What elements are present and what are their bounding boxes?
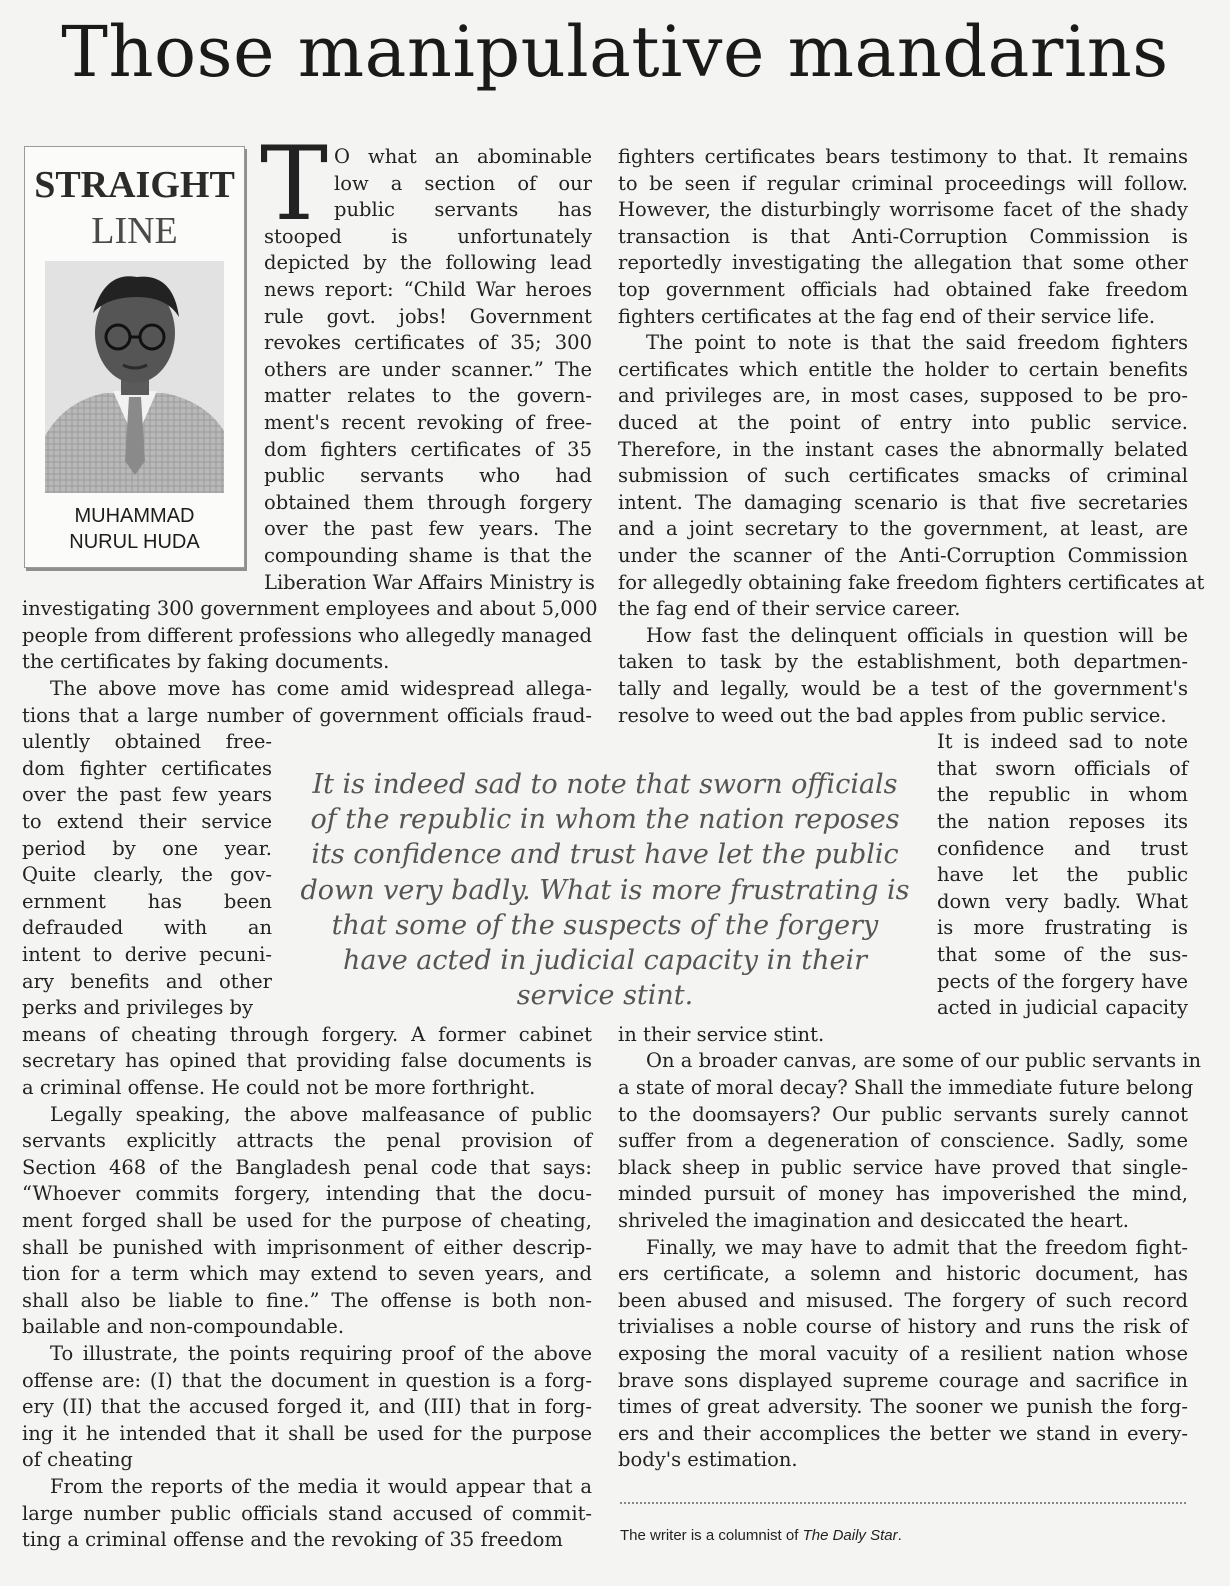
article-line: Liberation War Affairs Ministry is — [264, 570, 595, 594]
article-line: It is indeed sad to note — [937, 730, 1188, 754]
credit-prefix: The writer is a columnist of — [620, 1527, 803, 1544]
article-line: have let the public — [937, 863, 1188, 887]
article-line: Finally, we may have to admit that the freedom fight- — [646, 1235, 1188, 1259]
article-line: servants explicitly attracts the penal provision of — [22, 1129, 592, 1153]
writer-credit — [620, 1527, 902, 1544]
article-line: means of cheating through forgery. A former cabinet — [22, 1022, 592, 1046]
drop-cap: T — [260, 125, 329, 244]
article-line: news report: “Child War heroes — [264, 278, 592, 301]
article-line: On a broader canvas, are some of our public servants in — [646, 1049, 1202, 1073]
article-line: low a section of our — [334, 171, 592, 195]
article-line: From the reports of the media it would appear that a — [50, 1475, 592, 1498]
article-line: confidence and trust — [937, 836, 1188, 860]
article-line: certificates which entitle the holder to certain benefits — [618, 357, 1188, 381]
article-line: for allegedly obtaining fake freedom fighters certificates at — [618, 570, 1205, 594]
article-line: The above move has come amid widespread allega- — [50, 677, 592, 700]
column-title-line2: LINE — [91, 210, 178, 252]
article-line: defrauded with an — [22, 916, 272, 940]
article-line: to the doomsayers? Our public servants surely cannot — [618, 1102, 1188, 1126]
article-line: dom fighters certificates of 35 — [264, 437, 592, 461]
article-line: ing it he intended that it shall be used for the purpose — [22, 1421, 592, 1445]
article-line: people from different professions who allegedly managed — [22, 623, 592, 647]
article-line: trivialises a noble course of history and runs the risk of — [618, 1315, 1188, 1339]
article-line: ulently obtained free- — [22, 730, 272, 754]
article-line: ery (II) that the accused forged it, and (III) that in forg- — [22, 1395, 592, 1419]
article-line: under the scanner of the Anti-Corruption Commission — [618, 544, 1188, 567]
article-line: down very badly. What — [937, 889, 1188, 913]
article-line: the fag end of their service career. — [618, 597, 961, 621]
article-line: over the past few years. The — [264, 517, 592, 541]
article-line: the republic in whom — [937, 783, 1188, 807]
article-line: revokes certificates of 35; 300 — [264, 331, 592, 355]
article-line: ers and their accomplices the better we stand in every- — [618, 1421, 1188, 1445]
article-line: obtained them through forgery — [264, 490, 592, 514]
article-line: taken to task by the establishment, both departmen- — [618, 650, 1188, 674]
article-line: others are under scanner.” The — [264, 357, 592, 381]
article-line: shall also be liable to fine.” The offense is both non- — [22, 1288, 592, 1312]
article-line: ary benefits and other — [22, 969, 272, 993]
article-line: brave sons displayed supreme courage and sacrifice in — [618, 1368, 1188, 1392]
article-line: tion for a term which may extend to seven years, and — [22, 1262, 592, 1286]
article-line: body's estimation. — [618, 1448, 798, 1472]
article-line: Quite clearly, the gov- — [22, 863, 272, 887]
pull-quote: It is indeed sad to note that sworn officials of the republic in whom the nation reposes its confidence and trust have let the public down very badly. What is more frustrating is that some of the suspects of the forgery have acted in judicial capacity in their service stint. — [300, 769, 910, 1012]
author-name-line2: NURUL HUDA — [69, 531, 200, 553]
credit-publication: The Daily Star — [802, 1527, 898, 1544]
article-line: public servants has — [334, 198, 592, 222]
article-line: Legally speaking, the above malfeasance of public — [50, 1102, 592, 1126]
article-line: However, the disturbingly worrisome facet of the shady — [618, 198, 1188, 222]
article-line: ernment has been — [22, 889, 272, 913]
article-line: a state of moral decay? Shall the immediate future belong — [618, 1076, 1194, 1099]
article-line: a criminal offense. He could not be more forthright. — [22, 1076, 536, 1099]
headline: Those manipulative mandarins — [61, 11, 1169, 93]
article-line: secretary has opined that providing false documents is — [22, 1049, 592, 1073]
article-line: exposing the moral vacuity of a resilient nation whose — [618, 1342, 1188, 1365]
article-line: been abused and misused. The forgery of such record — [618, 1288, 1188, 1312]
article-line: large number public officials stand accused of commit- — [22, 1501, 592, 1525]
article-line: investigating 300 government employees and about 5,000 — [22, 597, 598, 621]
article-line: The point to note is that the said freedom fighters — [646, 331, 1188, 355]
article-line: public servants who had — [264, 464, 592, 488]
article-line: compounding shame is that the — [264, 544, 592, 567]
article-line: submission of such certificates smacks of criminal — [618, 464, 1188, 488]
article-line: that sworn officials of — [937, 756, 1188, 780]
article-line: To illustrate, the points requiring proof of the above — [50, 1342, 592, 1365]
author-portrait-icon — [45, 261, 224, 493]
article-line: How fast the delinquent officials in question will be — [646, 623, 1188, 647]
article-line: period by one year. — [22, 836, 272, 860]
article-line: depicted by the following lead — [264, 251, 592, 275]
article-line: over the past few years — [22, 783, 272, 807]
article-line: to be seen if regular criminal proceedings will follow. — [618, 171, 1188, 195]
article-line: times of great adversity. The sooner we punish the forg- — [618, 1395, 1188, 1419]
article-line: transaction is that Anti-Corruption Commission is — [618, 224, 1188, 248]
column-box — [24, 146, 245, 568]
article-line: O what an abominable — [334, 145, 592, 168]
article-line: pects of the forgery have — [937, 969, 1188, 993]
article-line: ment forged shall be used for the purpose of cheating, — [22, 1209, 592, 1232]
article-line: the nation reposes its — [937, 810, 1188, 833]
article-line: and a joint secretary to the government, at least, are — [618, 517, 1188, 541]
column-title-line1: STRAIGHT — [34, 164, 235, 206]
article-line: acted in judicial capacity — [937, 996, 1188, 1020]
article-line: dom fighter certificates — [22, 756, 272, 780]
article-line: the certificates by faking documents. — [22, 650, 390, 674]
article-line: fighters certificates bears testimony to that. It remains — [618, 145, 1188, 168]
article-line: bailable and non-compoundable. — [22, 1315, 345, 1339]
article-line: ting a criminal offense and the revoking of 35 freedom — [22, 1528, 563, 1552]
article-line: shriveled the imagination and desiccated the heart. — [618, 1209, 1129, 1232]
article-line: Therefore, in the instant cases the abnormally belated — [618, 437, 1188, 461]
article-line: tions that a large number of government officials fraud- — [22, 703, 592, 727]
article-line: in their service stint. — [618, 1022, 825, 1046]
article-line: reportedly investigating the allegation that some other — [618, 251, 1188, 275]
article-line: black sheep in public service have proved that single- — [618, 1155, 1188, 1179]
article-line: perks and privileges by — [22, 996, 254, 1020]
article-line: of cheating — [22, 1448, 133, 1472]
article-line: stooped is unfortunately — [264, 224, 592, 248]
article-line: duced at the point of entry into public service. — [618, 411, 1188, 434]
article-line: that some of the sus- — [937, 943, 1188, 966]
article-line: shall be punished with imprisonment of either descrip- — [22, 1235, 592, 1259]
separator-rule — [620, 1502, 1186, 1504]
article-line: rule govt. jobs! Government — [264, 304, 592, 328]
article-line: intent to derive pecuni- — [22, 943, 272, 966]
credit-suffix: . — [897, 1527, 902, 1544]
article-line: matter relates to the govern- — [264, 384, 592, 408]
article-line: ers certificate, a solemn and historic document, has — [618, 1262, 1188, 1286]
article-line: ment's recent revoking of free- — [264, 411, 592, 434]
article-line: suffer from a degeneration of conscience. Sadly, some — [618, 1129, 1188, 1153]
author-name-line1: MUHAMMAD — [74, 505, 195, 527]
article-line: minded pursuit of money has impoverished the mind, — [618, 1182, 1188, 1206]
article-line: “Whoever commits forgery, intending that the docu- — [22, 1182, 592, 1206]
article-line: is more frustrating is — [937, 916, 1188, 940]
article-line: tally and legally, would be a test of the government's — [618, 677, 1188, 700]
article-line: top government officials had obtained fake freedom — [618, 278, 1188, 301]
article-line: Section 468 of the Bangladesh penal code that says: — [22, 1155, 592, 1179]
article-line: fighters certificates at the fag end of their service life. — [618, 304, 1156, 328]
article-line: to extend their service — [22, 810, 272, 833]
author-photo — [45, 261, 224, 493]
article-line: resolve to weed out the bad apples from public service. — [618, 703, 1167, 727]
article-line: offense are: (I) that the document in question is a forg- — [22, 1368, 592, 1392]
article-line: intent. The damaging scenario is that five secretaries — [618, 490, 1188, 514]
article-line: and privileges are, in most cases, supposed to be pro- — [618, 384, 1188, 408]
